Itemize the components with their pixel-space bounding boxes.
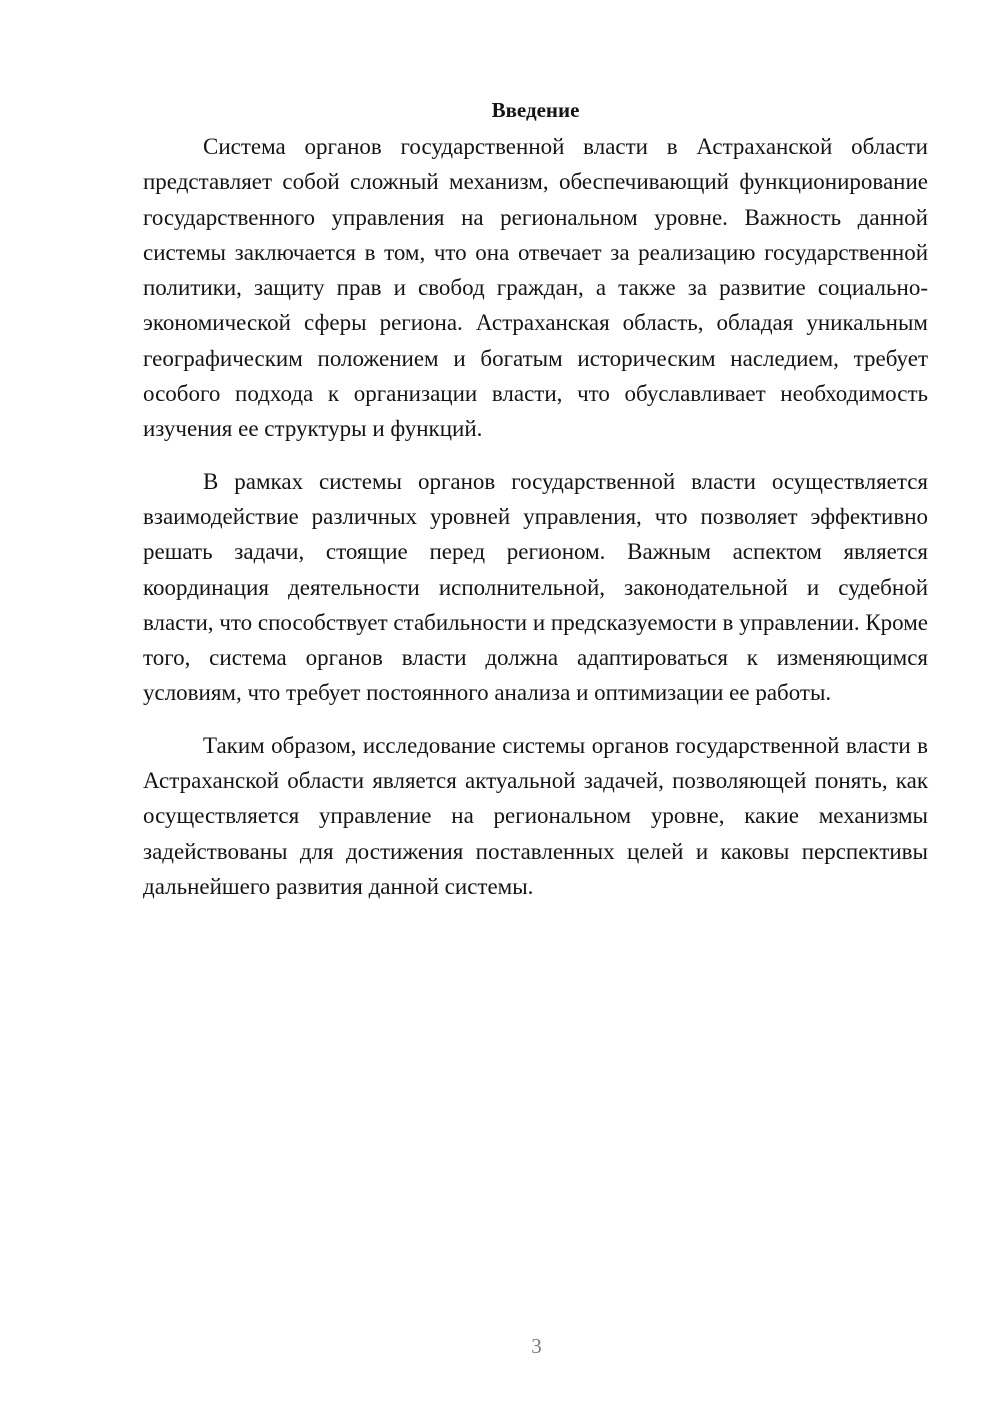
page-number: 3 — [531, 1334, 542, 1358]
page-content — [143, 92, 928, 904]
paragraph-3: Таким образом, исследование системы органов государственной власти в Астраханской области является актуальной задачей, позволяющей понять, как осуществляется управление на региональном уровне, какие механизмы задействованы для достижения поставленных целей и каковы перспективы дальнейшего развития данной системы. — [143, 732, 928, 899]
paragraph-1: Система органов государственной власти в Астраханской области представляет собой сложный механизм, обеспечивающий функционирование государственного управления на региональном уровне. Важность данной системы заключается в том, что она отвечает за реализацию государственной политики, защиту прав и свобод граждан, а также за развитие социально-экономической сферы региона. Астраханская область, обладая уникальным географическим положением и богатым историческим наследием, требует особого подхода к организации власти, что обуславливает необходимость изучения ее структуры и функций. — [143, 134, 928, 442]
paragraph-2: В рамках системы органов государственной власти осуществляется взаимодействие различных уровней управления, что позволяет эффективно решать задачи, стоящие перед регионом. Важным аспектом является координация деятельности исполнительной, законодательной и судебной власти, что способствует стабильности и предсказуемости в управлении. Кроме того, система органов власти должна адаптироваться к изменяющимся условиям, что требует постоянного анализа и оптимизации ее работы. — [143, 468, 928, 706]
section-title: Введение — [491, 98, 580, 122]
